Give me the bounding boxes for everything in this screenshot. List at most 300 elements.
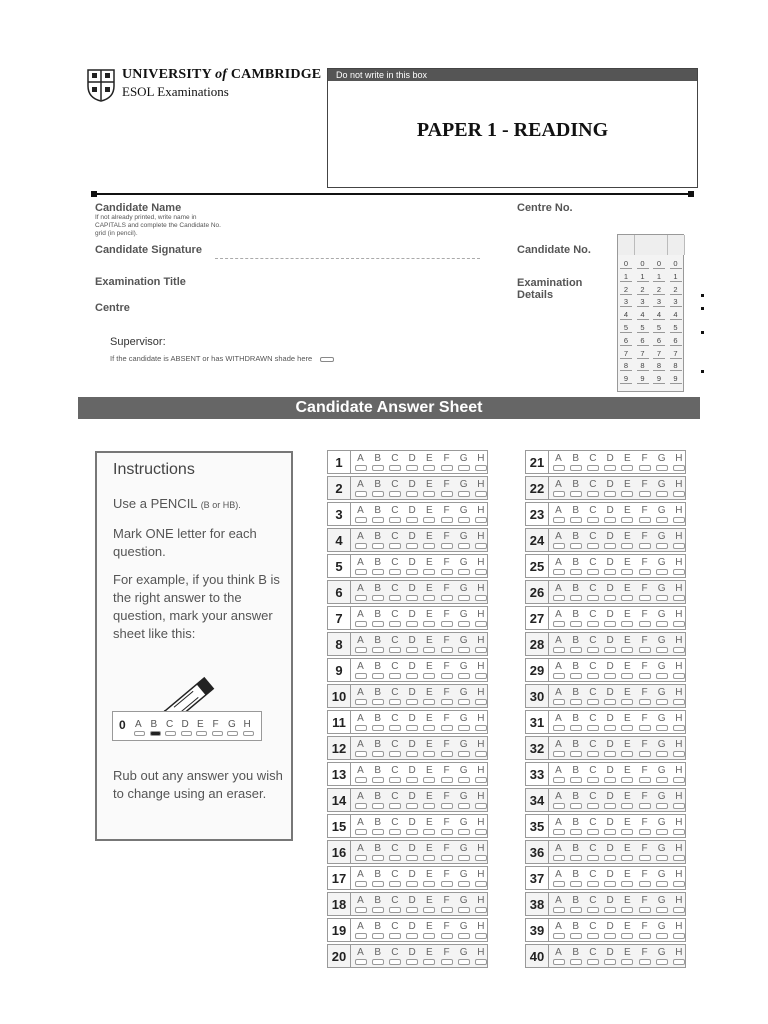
answer-option[interactable] [621, 505, 634, 523]
answer-bubble[interactable] [372, 751, 384, 757]
answer-bubble[interactable] [355, 855, 367, 861]
answer-option[interactable] [423, 843, 436, 861]
answer-option[interactable] [569, 895, 582, 913]
grid-digit[interactable]: 5 [637, 323, 649, 333]
answer-option[interactable] [569, 713, 582, 731]
answer-bubble[interactable] [604, 465, 616, 471]
answer-option[interactable] [638, 609, 651, 627]
answer-bubble[interactable] [656, 881, 668, 887]
answer-option[interactable] [388, 609, 401, 627]
answer-option[interactable] [586, 479, 599, 497]
answer-bubble[interactable] [553, 907, 565, 913]
answer-option[interactable] [440, 791, 453, 809]
answer-bubble[interactable] [604, 621, 616, 627]
answer-option[interactable] [586, 843, 599, 861]
answer-option[interactable] [655, 843, 668, 861]
answer-option[interactable] [569, 921, 582, 939]
grid-digit[interactable]: 0 [670, 259, 682, 269]
answer-option[interactable] [354, 661, 367, 679]
answer-option[interactable] [388, 505, 401, 523]
answer-option[interactable] [672, 453, 685, 471]
answer-bubble[interactable] [570, 543, 582, 549]
answer-bubble[interactable] [587, 621, 599, 627]
answer-option[interactable] [621, 583, 634, 601]
answer-bubble[interactable] [587, 465, 599, 471]
answer-option[interactable] [423, 791, 436, 809]
answer-bubble[interactable] [372, 517, 384, 523]
answer-option[interactable] [569, 765, 582, 783]
answer-option[interactable] [569, 531, 582, 549]
answer-bubble[interactable] [673, 465, 685, 471]
answer-bubble[interactable] [604, 647, 616, 653]
answer-option[interactable] [569, 791, 582, 809]
answer-bubble[interactable] [406, 803, 418, 809]
answer-option[interactable] [354, 531, 367, 549]
answer-option[interactable] [423, 895, 436, 913]
answer-option[interactable] [388, 739, 401, 757]
answer-option[interactable] [371, 609, 384, 627]
answer-option[interactable] [388, 947, 401, 965]
answer-bubble[interactable] [587, 907, 599, 913]
grid-digit[interactable]: 1 [653, 272, 665, 282]
answer-bubble[interactable] [423, 699, 435, 705]
answer-option[interactable] [655, 505, 668, 523]
answer-option[interactable] [655, 921, 668, 939]
answer-bubble[interactable] [372, 959, 384, 965]
answer-option[interactable] [354, 713, 367, 731]
answer-option[interactable] [371, 817, 384, 835]
answer-bubble[interactable] [458, 673, 470, 679]
answer-bubble[interactable] [656, 543, 668, 549]
answer-option[interactable] [440, 739, 453, 757]
answer-bubble[interactable] [441, 907, 453, 913]
answer-bubble[interactable] [587, 595, 599, 601]
answer-option[interactable] [388, 765, 401, 783]
answer-option[interactable] [672, 921, 685, 939]
answer-bubble[interactable] [656, 621, 668, 627]
answer-bubble[interactable] [458, 777, 470, 783]
answer-bubble[interactable] [673, 907, 685, 913]
answer-bubble[interactable] [656, 725, 668, 731]
answer-bubble[interactable] [372, 881, 384, 887]
answer-bubble[interactable] [406, 829, 418, 835]
grid-digit[interactable]: 1 [670, 272, 682, 282]
answer-option[interactable] [638, 765, 651, 783]
answer-option[interactable] [354, 765, 367, 783]
answer-bubble[interactable] [587, 569, 599, 575]
answer-bubble[interactable] [553, 881, 565, 887]
answer-bubble[interactable] [475, 855, 487, 861]
answer-bubble[interactable] [406, 621, 418, 627]
answer-option[interactable] [474, 817, 487, 835]
answer-bubble[interactable] [553, 855, 565, 861]
answer-bubble[interactable] [656, 855, 668, 861]
answer-option[interactable] [457, 713, 470, 731]
answer-bubble[interactable] [587, 803, 599, 809]
answer-bubble[interactable] [389, 803, 401, 809]
answer-bubble[interactable] [570, 881, 582, 887]
answer-bubble[interactable] [372, 621, 384, 627]
answer-bubble[interactable] [553, 751, 565, 757]
answer-option[interactable] [406, 895, 419, 913]
answer-option[interactable] [423, 817, 436, 835]
answer-option[interactable] [586, 453, 599, 471]
answer-option[interactable] [388, 479, 401, 497]
answer-bubble[interactable] [570, 855, 582, 861]
answer-option[interactable] [552, 635, 565, 653]
answer-bubble[interactable] [475, 829, 487, 835]
answer-bubble[interactable] [621, 751, 633, 757]
answer-option[interactable] [406, 557, 419, 575]
answer-bubble[interactable] [355, 647, 367, 653]
answer-bubble[interactable] [458, 829, 470, 835]
answer-bubble[interactable] [553, 595, 565, 601]
answer-option[interactable] [621, 635, 634, 653]
answer-bubble[interactable] [355, 725, 367, 731]
answer-bubble[interactable] [570, 959, 582, 965]
answer-bubble[interactable] [423, 673, 435, 679]
answer-bubble[interactable] [475, 803, 487, 809]
answer-bubble[interactable] [587, 933, 599, 939]
answer-bubble[interactable] [639, 569, 651, 575]
answer-bubble[interactable] [604, 933, 616, 939]
answer-bubble[interactable] [673, 959, 685, 965]
candidate-number-entry-cell[interactable] [651, 235, 668, 255]
answer-bubble[interactable] [406, 751, 418, 757]
answer-option[interactable] [371, 531, 384, 549]
answer-bubble[interactable] [423, 907, 435, 913]
answer-bubble[interactable] [587, 517, 599, 523]
answer-option[interactable] [672, 765, 685, 783]
answer-option[interactable] [604, 817, 617, 835]
answer-option[interactable] [655, 739, 668, 757]
answer-option[interactable] [655, 453, 668, 471]
answer-bubble[interactable] [389, 959, 401, 965]
answer-bubble[interactable] [389, 595, 401, 601]
answer-bubble[interactable] [656, 959, 668, 965]
answer-option[interactable] [621, 921, 634, 939]
answer-bubble[interactable] [570, 595, 582, 601]
answer-option[interactable] [604, 479, 617, 497]
answer-option[interactable] [371, 453, 384, 471]
answer-bubble[interactable] [441, 959, 453, 965]
answer-bubble[interactable] [355, 907, 367, 913]
answer-option[interactable] [552, 843, 565, 861]
answer-bubble[interactable] [355, 699, 367, 705]
answer-option[interactable] [655, 869, 668, 887]
answer-bubble[interactable] [553, 673, 565, 679]
answer-option[interactable] [388, 869, 401, 887]
answer-bubble[interactable] [423, 491, 435, 497]
answer-option[interactable] [672, 531, 685, 549]
answer-option[interactable] [474, 947, 487, 965]
answer-bubble[interactable] [355, 959, 367, 965]
answer-option[interactable] [586, 817, 599, 835]
answer-bubble[interactable] [570, 517, 582, 523]
answer-bubble[interactable] [587, 699, 599, 705]
answer-option[interactable] [440, 843, 453, 861]
answer-option[interactable] [406, 453, 419, 471]
answer-bubble[interactable] [673, 777, 685, 783]
answer-bubble[interactable] [656, 673, 668, 679]
answer-bubble[interactable] [389, 647, 401, 653]
answer-option[interactable] [440, 713, 453, 731]
answer-bubble[interactable] [355, 595, 367, 601]
answer-option[interactable] [354, 947, 367, 965]
answer-option[interactable] [552, 479, 565, 497]
answer-bubble[interactable] [475, 647, 487, 653]
answer-bubble[interactable] [639, 829, 651, 835]
answer-bubble[interactable] [355, 777, 367, 783]
answer-bubble[interactable] [423, 543, 435, 549]
answer-bubble[interactable] [570, 751, 582, 757]
answer-option[interactable] [406, 739, 419, 757]
answer-option[interactable] [457, 635, 470, 653]
answer-bubble[interactable] [372, 907, 384, 913]
answer-option[interactable] [406, 635, 419, 653]
answer-bubble[interactable] [639, 595, 651, 601]
answer-bubble[interactable] [389, 517, 401, 523]
answer-bubble[interactable] [355, 491, 367, 497]
answer-bubble[interactable] [372, 725, 384, 731]
answer-bubble[interactable] [406, 959, 418, 965]
answer-option[interactable] [457, 479, 470, 497]
answer-option[interactable] [552, 895, 565, 913]
grid-digit[interactable]: 2 [637, 285, 649, 295]
answer-bubble[interactable] [673, 855, 685, 861]
answer-bubble[interactable] [389, 881, 401, 887]
answer-bubble[interactable] [673, 673, 685, 679]
answer-bubble[interactable] [673, 699, 685, 705]
grid-digit[interactable]: 6 [637, 336, 649, 346]
answer-option[interactable] [569, 739, 582, 757]
answer-option[interactable] [604, 921, 617, 939]
answer-bubble[interactable] [372, 491, 384, 497]
answer-option[interactable] [672, 817, 685, 835]
answer-bubble[interactable] [604, 725, 616, 731]
answer-option[interactable] [354, 895, 367, 913]
answer-bubble[interactable] [639, 465, 651, 471]
answer-bubble[interactable] [621, 803, 633, 809]
answer-bubble[interactable] [656, 595, 668, 601]
answer-option[interactable] [586, 583, 599, 601]
answer-bubble[interactable] [389, 465, 401, 471]
answer-bubble[interactable] [656, 933, 668, 939]
answer-option[interactable] [621, 843, 634, 861]
answer-bubble[interactable] [458, 933, 470, 939]
answer-bubble[interactable] [604, 855, 616, 861]
answer-bubble[interactable] [621, 673, 633, 679]
answer-bubble[interactable] [475, 777, 487, 783]
answer-bubble[interactable] [587, 777, 599, 783]
answer-option[interactable] [406, 921, 419, 939]
answer-option[interactable] [406, 765, 419, 783]
answer-option[interactable] [474, 921, 487, 939]
answer-bubble[interactable] [639, 621, 651, 627]
answer-option[interactable] [638, 661, 651, 679]
answer-bubble[interactable] [441, 673, 453, 679]
answer-option[interactable] [569, 843, 582, 861]
answer-bubble[interactable] [553, 699, 565, 705]
answer-option[interactable] [621, 765, 634, 783]
answer-bubble[interactable] [553, 543, 565, 549]
answer-option[interactable] [672, 583, 685, 601]
answer-option[interactable] [621, 791, 634, 809]
answer-option[interactable] [552, 921, 565, 939]
answer-option[interactable] [371, 635, 384, 653]
grid-digit[interactable]: 2 [620, 285, 632, 295]
answer-bubble[interactable] [639, 491, 651, 497]
answer-option[interactable] [406, 661, 419, 679]
grid-digit[interactable]: 5 [620, 323, 632, 333]
answer-bubble[interactable] [423, 595, 435, 601]
answer-bubble[interactable] [475, 907, 487, 913]
answer-bubble[interactable] [656, 907, 668, 913]
grid-digit[interactable]: 8 [620, 361, 632, 371]
answer-bubble[interactable] [621, 725, 633, 731]
answer-bubble[interactable] [673, 829, 685, 835]
answer-option[interactable] [457, 817, 470, 835]
answer-option[interactable] [621, 479, 634, 497]
answer-option[interactable] [655, 895, 668, 913]
answer-option[interactable] [388, 817, 401, 835]
answer-option[interactable] [440, 635, 453, 653]
answer-option[interactable] [586, 661, 599, 679]
answer-option[interactable] [552, 791, 565, 809]
answer-bubble[interactable] [458, 699, 470, 705]
answer-bubble[interactable] [423, 959, 435, 965]
answer-bubble[interactable] [406, 595, 418, 601]
answer-option[interactable] [604, 583, 617, 601]
answer-bubble[interactable] [570, 491, 582, 497]
answer-option[interactable] [457, 531, 470, 549]
answer-bubble[interactable] [553, 725, 565, 731]
answer-option[interactable] [474, 609, 487, 627]
answer-bubble[interactable] [673, 621, 685, 627]
answer-option[interactable] [672, 791, 685, 809]
answer-bubble[interactable] [621, 647, 633, 653]
answer-option[interactable] [672, 869, 685, 887]
answer-bubble[interactable] [389, 673, 401, 679]
candidate-number-entry-cell[interactable] [618, 235, 635, 255]
answer-option[interactable] [388, 531, 401, 549]
answer-option[interactable] [423, 661, 436, 679]
answer-option[interactable] [621, 869, 634, 887]
answer-option[interactable] [457, 947, 470, 965]
answer-option[interactable] [604, 557, 617, 575]
grid-digit[interactable]: 3 [637, 297, 649, 307]
answer-bubble[interactable] [553, 959, 565, 965]
answer-bubble[interactable] [639, 751, 651, 757]
answer-bubble[interactable] [587, 491, 599, 497]
answer-bubble[interactable] [673, 725, 685, 731]
answer-bubble[interactable] [475, 569, 487, 575]
answer-bubble[interactable] [604, 907, 616, 913]
answer-option[interactable] [621, 739, 634, 757]
grid-digit[interactable]: 3 [653, 297, 665, 307]
answer-option[interactable] [354, 479, 367, 497]
answer-option[interactable] [621, 895, 634, 913]
answer-option[interactable] [621, 687, 634, 705]
answer-option[interactable] [371, 713, 384, 731]
grid-digit[interactable]: 7 [620, 349, 632, 359]
answer-option[interactable] [457, 583, 470, 601]
answer-bubble[interactable] [355, 569, 367, 575]
answer-option[interactable] [655, 947, 668, 965]
answer-bubble[interactable] [656, 699, 668, 705]
answer-option[interactable] [440, 947, 453, 965]
answer-option[interactable] [638, 453, 651, 471]
answer-bubble[interactable] [621, 855, 633, 861]
answer-option[interactable] [552, 531, 565, 549]
answer-option[interactable] [672, 505, 685, 523]
answer-bubble[interactable] [389, 699, 401, 705]
answer-option[interactable] [655, 765, 668, 783]
absent-shade-box[interactable] [320, 357, 334, 362]
answer-bubble[interactable] [621, 543, 633, 549]
answer-bubble[interactable] [639, 673, 651, 679]
answer-bubble[interactable] [673, 569, 685, 575]
answer-bubble[interactable] [355, 803, 367, 809]
grid-digit[interactable]: 2 [670, 285, 682, 295]
answer-option[interactable] [388, 661, 401, 679]
answer-option[interactable] [440, 687, 453, 705]
answer-option[interactable] [371, 921, 384, 939]
answer-option[interactable] [655, 479, 668, 497]
answer-option[interactable] [457, 869, 470, 887]
answer-option[interactable] [423, 921, 436, 939]
answer-option[interactable] [474, 687, 487, 705]
answer-bubble[interactable] [587, 543, 599, 549]
answer-option[interactable] [406, 791, 419, 809]
answer-bubble[interactable] [389, 751, 401, 757]
answer-option[interactable] [406, 609, 419, 627]
answer-bubble[interactable] [441, 933, 453, 939]
answer-bubble[interactable] [458, 517, 470, 523]
grid-digit[interactable]: 5 [653, 323, 665, 333]
answer-option[interactable] [552, 817, 565, 835]
answer-option[interactable] [440, 453, 453, 471]
candidate-number-grid[interactable] [617, 234, 684, 392]
answer-option[interactable] [638, 479, 651, 497]
answer-option[interactable] [354, 817, 367, 835]
answer-option[interactable] [638, 817, 651, 835]
answer-option[interactable] [586, 765, 599, 783]
answer-option[interactable] [388, 895, 401, 913]
grid-digit[interactable]: 9 [670, 374, 682, 384]
answer-option[interactable] [440, 479, 453, 497]
answer-option[interactable] [474, 557, 487, 575]
answer-option[interactable] [552, 505, 565, 523]
answer-option[interactable] [388, 921, 401, 939]
answer-option[interactable] [440, 531, 453, 549]
grid-digit[interactable]: 9 [653, 374, 665, 384]
answer-option[interactable] [552, 609, 565, 627]
answer-bubble[interactable] [621, 465, 633, 471]
answer-bubble[interactable] [423, 725, 435, 731]
answer-bubble[interactable] [423, 647, 435, 653]
answer-bubble[interactable] [475, 933, 487, 939]
answer-option[interactable] [354, 687, 367, 705]
answer-option[interactable] [474, 531, 487, 549]
answer-option[interactable] [586, 557, 599, 575]
answer-bubble[interactable] [475, 595, 487, 601]
answer-option[interactable] [440, 557, 453, 575]
answer-bubble[interactable] [621, 881, 633, 887]
answer-bubble[interactable] [673, 595, 685, 601]
answer-option[interactable] [406, 531, 419, 549]
answer-bubble[interactable] [475, 543, 487, 549]
